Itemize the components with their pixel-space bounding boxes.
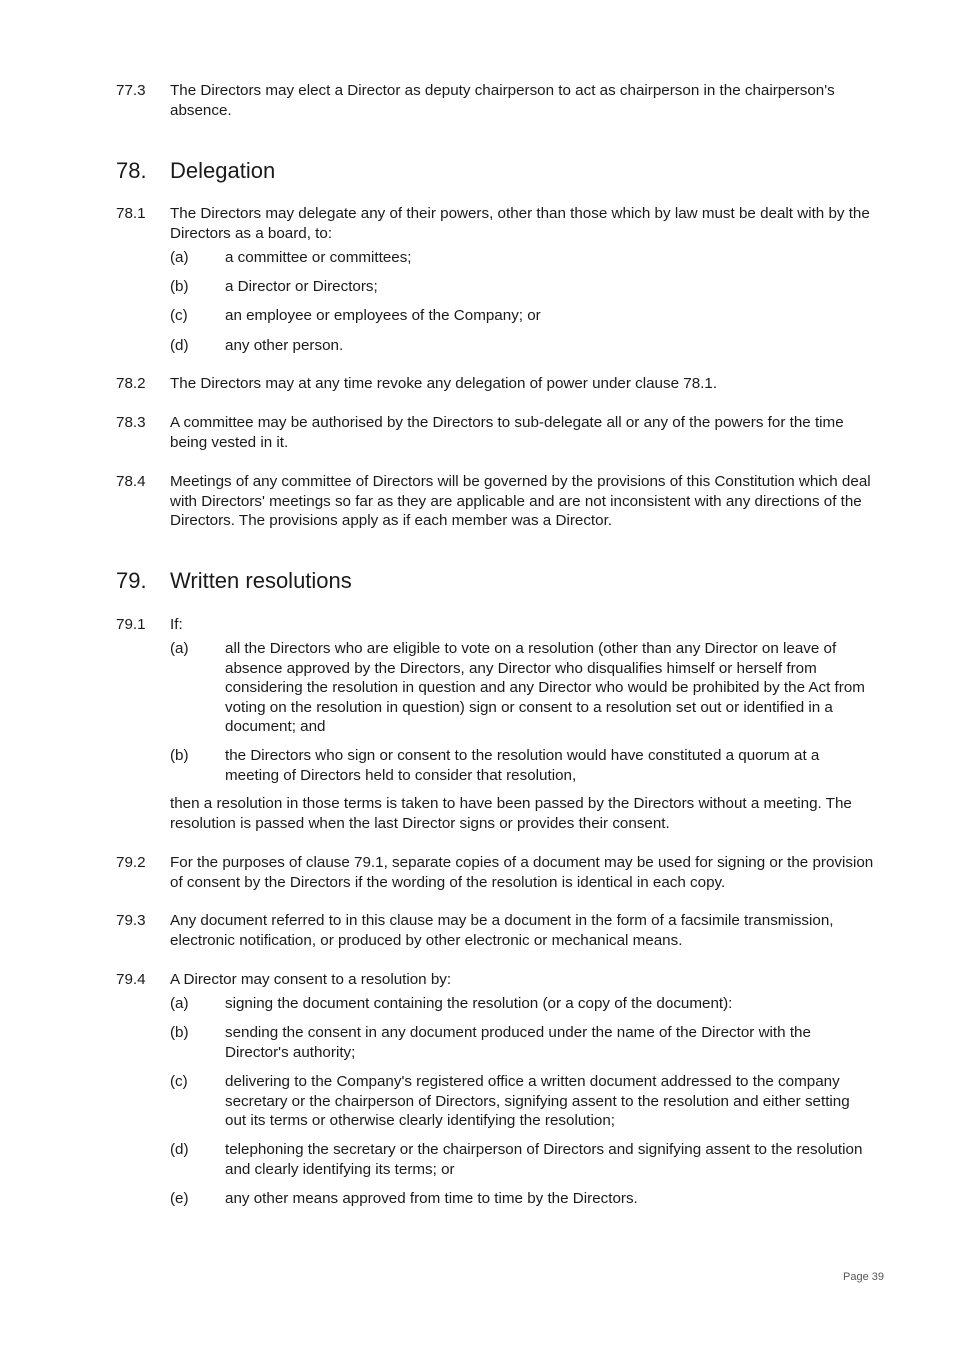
item-label: (b) [170, 1024, 189, 1041]
clause-text: If: [170, 616, 183, 633]
clause-79-3 [116, 911, 874, 950]
item-label: (c) [170, 307, 188, 324]
clause-79-1-tail [116, 794, 874, 833]
clause-text: Any document referred to in this clause may be a document in the form of a facsimile transmission, electronic notification, or produced by other electronic or mechanical means. [170, 912, 834, 949]
item-text: sending the consent in any document produced under the name of the Director with the Director's authority; [225, 1024, 811, 1061]
item-text: an employee or employees of the Company; or [225, 307, 541, 324]
clause-79-1 [116, 615, 874, 635]
clause-text: The Directors may at any time revoke any delegation of power under clause 78.1. [170, 375, 718, 392]
clause-78-3 [116, 413, 874, 452]
clause-number: 78.1 [116, 205, 146, 222]
clause-text: For the purposes of clause 79.1, separate copies of a document may be used for signing or the provision of consent by the Directors if the wording of the resolution is identical in each copy. [170, 854, 874, 891]
clause-77-3 [116, 81, 874, 120]
clause-number: 79.3 [116, 912, 146, 929]
list-item [116, 1023, 874, 1062]
list-item [116, 1140, 874, 1179]
clause-tail-text: then a resolution in those terms is taken to have been passed by the Directors without a meeting. The resolution is passed when the last Director signs or provides their consent. [170, 795, 852, 832]
item-text: any other means approved from time to time by the Directors. [225, 1190, 638, 1207]
item-text: all the Directors who are eligible to vote on a resolution (other than any Director on leave of absence approved by the Directors, any Director who disqualifies himself or herself from considering the resolution in question and any Director who would be prohibited by the Act from voting on the resolution in question) sign or consent to a resolution set out or identified in a document; and [225, 640, 865, 735]
item-text: any other person. [225, 337, 344, 354]
clause-78-1 [116, 204, 874, 243]
item-text: the Directors who sign or consent to the resolution would have constituted a quorum at a meeting of Directors held to consider that resolution, [225, 747, 820, 784]
item-label: (c) [170, 1073, 188, 1090]
clause-79-4 [116, 970, 874, 990]
list-item [116, 746, 874, 785]
list-item [116, 336, 874, 356]
item-label: (d) [170, 1141, 189, 1158]
clause-number: 77.3 [116, 82, 146, 99]
list-item [116, 1189, 874, 1209]
clause-number: 79.1 [116, 616, 146, 633]
clause-78-4 [116, 472, 874, 531]
clause-text: A Director may consent to a resolution by: [170, 971, 452, 988]
section-title: Written resolutions [170, 568, 352, 593]
item-text: a committee or committees; [225, 249, 412, 266]
page-number: Page 39 [843, 1271, 884, 1283]
section-number: 78. [116, 158, 147, 183]
section-number: 79. [116, 568, 147, 593]
clause-text: Meetings of any committee of Directors will be governed by the provisions of this Constitution which deal with Directors' meetings so far as they are applicable and are not inconsistent with any directions of the Directors. The provisions apply as if each member was a Director. [170, 473, 871, 529]
list-item [116, 639, 874, 737]
clause-number: 78.3 [116, 414, 146, 431]
item-text: delivering to the Company's registered office a written document addressed to the company secretary or the chairperson of Directors, signifying assent to the resolution and either setting out its terms or otherwise clearly identifying the resolution; [225, 1073, 850, 1129]
list-item [116, 994, 874, 1014]
list-item [116, 1072, 874, 1131]
clause-number: 78.4 [116, 473, 146, 490]
item-text: a Director or Directors; [225, 278, 378, 295]
list-item [116, 277, 874, 297]
item-label: (b) [170, 278, 189, 295]
clause-text: The Directors may elect a Director as deputy chairperson to act as chairperson in the chairperson's absence. [170, 82, 835, 119]
clause-text: A committee may be authorised by the Directors to sub-delegate all or any of the powers for the time being vested in it. [170, 414, 844, 451]
item-label: (d) [170, 337, 189, 354]
item-label: (a) [170, 640, 189, 657]
clause-number: 78.2 [116, 375, 146, 392]
clause-79-2 [116, 853, 874, 892]
list-item [116, 306, 874, 326]
clause-number: 79.2 [116, 854, 146, 871]
item-text: telephoning the secretary or the chairperson of Directors and signifying assent to the resolution and clearly identifying its terms; or [225, 1141, 863, 1178]
item-label: (e) [170, 1190, 189, 1207]
clause-78-2 [116, 374, 874, 394]
clause-number: 79.4 [116, 971, 146, 988]
item-label: (a) [170, 995, 189, 1012]
item-label: (a) [170, 249, 189, 266]
item-label: (b) [170, 747, 189, 764]
list-item [116, 248, 874, 268]
item-text: signing the document containing the resolution (or a copy of the document): [225, 995, 733, 1012]
section-title: Delegation [170, 158, 276, 183]
clause-text: The Directors may delegate any of their powers, other than those which by law must be dealt with by the Directors as a board, to: [170, 205, 870, 242]
